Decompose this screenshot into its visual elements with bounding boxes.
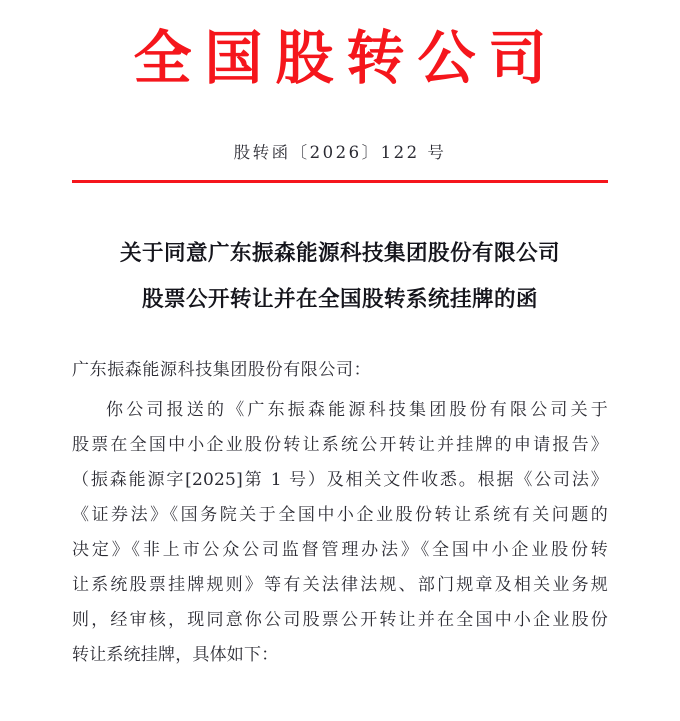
red-rule-container (0, 180, 680, 183)
document-number-row (0, 139, 680, 163)
addressee-line: 广东振森能源科技集团股份有限公司： (72, 359, 372, 380)
body-line: 《证券法》《国务院关于全国中小企业股份转让系统有关问题的 (72, 504, 608, 525)
body-line: 则，经审核，现同意你公司股票公开转让并在全国中小企业股份 (72, 609, 608, 630)
body-line: 转让系统挂牌，具体如下： (72, 644, 279, 665)
body-line: （振森能源字[2025]第 1 号）及相关文件收悉。根据《公司法》 (72, 469, 608, 490)
body-line: 让系统股票挂牌规则》等有关法律法规、部门规章及相关业务规 (72, 574, 608, 595)
body-paragraph (72, 393, 608, 673)
document-title (0, 183, 680, 323)
body-line: 决定》《非上市公众公司监督管理办法》《全国中小企业股份转 (72, 539, 608, 560)
document-title-line-1: 关于同意广东振森能源科技集团股份有限公司 (119, 240, 560, 266)
document-number: 股转函〔2026〕122 号 (233, 142, 447, 162)
document-body (0, 353, 680, 673)
body-line: 股票在全国中小企业股份转让系统公开转让并挂牌的申请报告》 (72, 434, 608, 455)
masthead-organization-title: 全国股转公司 (133, 24, 560, 92)
body-line: 你公司报送的《广东振森能源科技集团股份有限公司关于 (106, 399, 608, 420)
masthead (0, 0, 680, 91)
red-divider-rule (72, 180, 608, 183)
document-title-line-2: 股票公开转让并在全国股转系统挂牌的函 (141, 286, 538, 312)
